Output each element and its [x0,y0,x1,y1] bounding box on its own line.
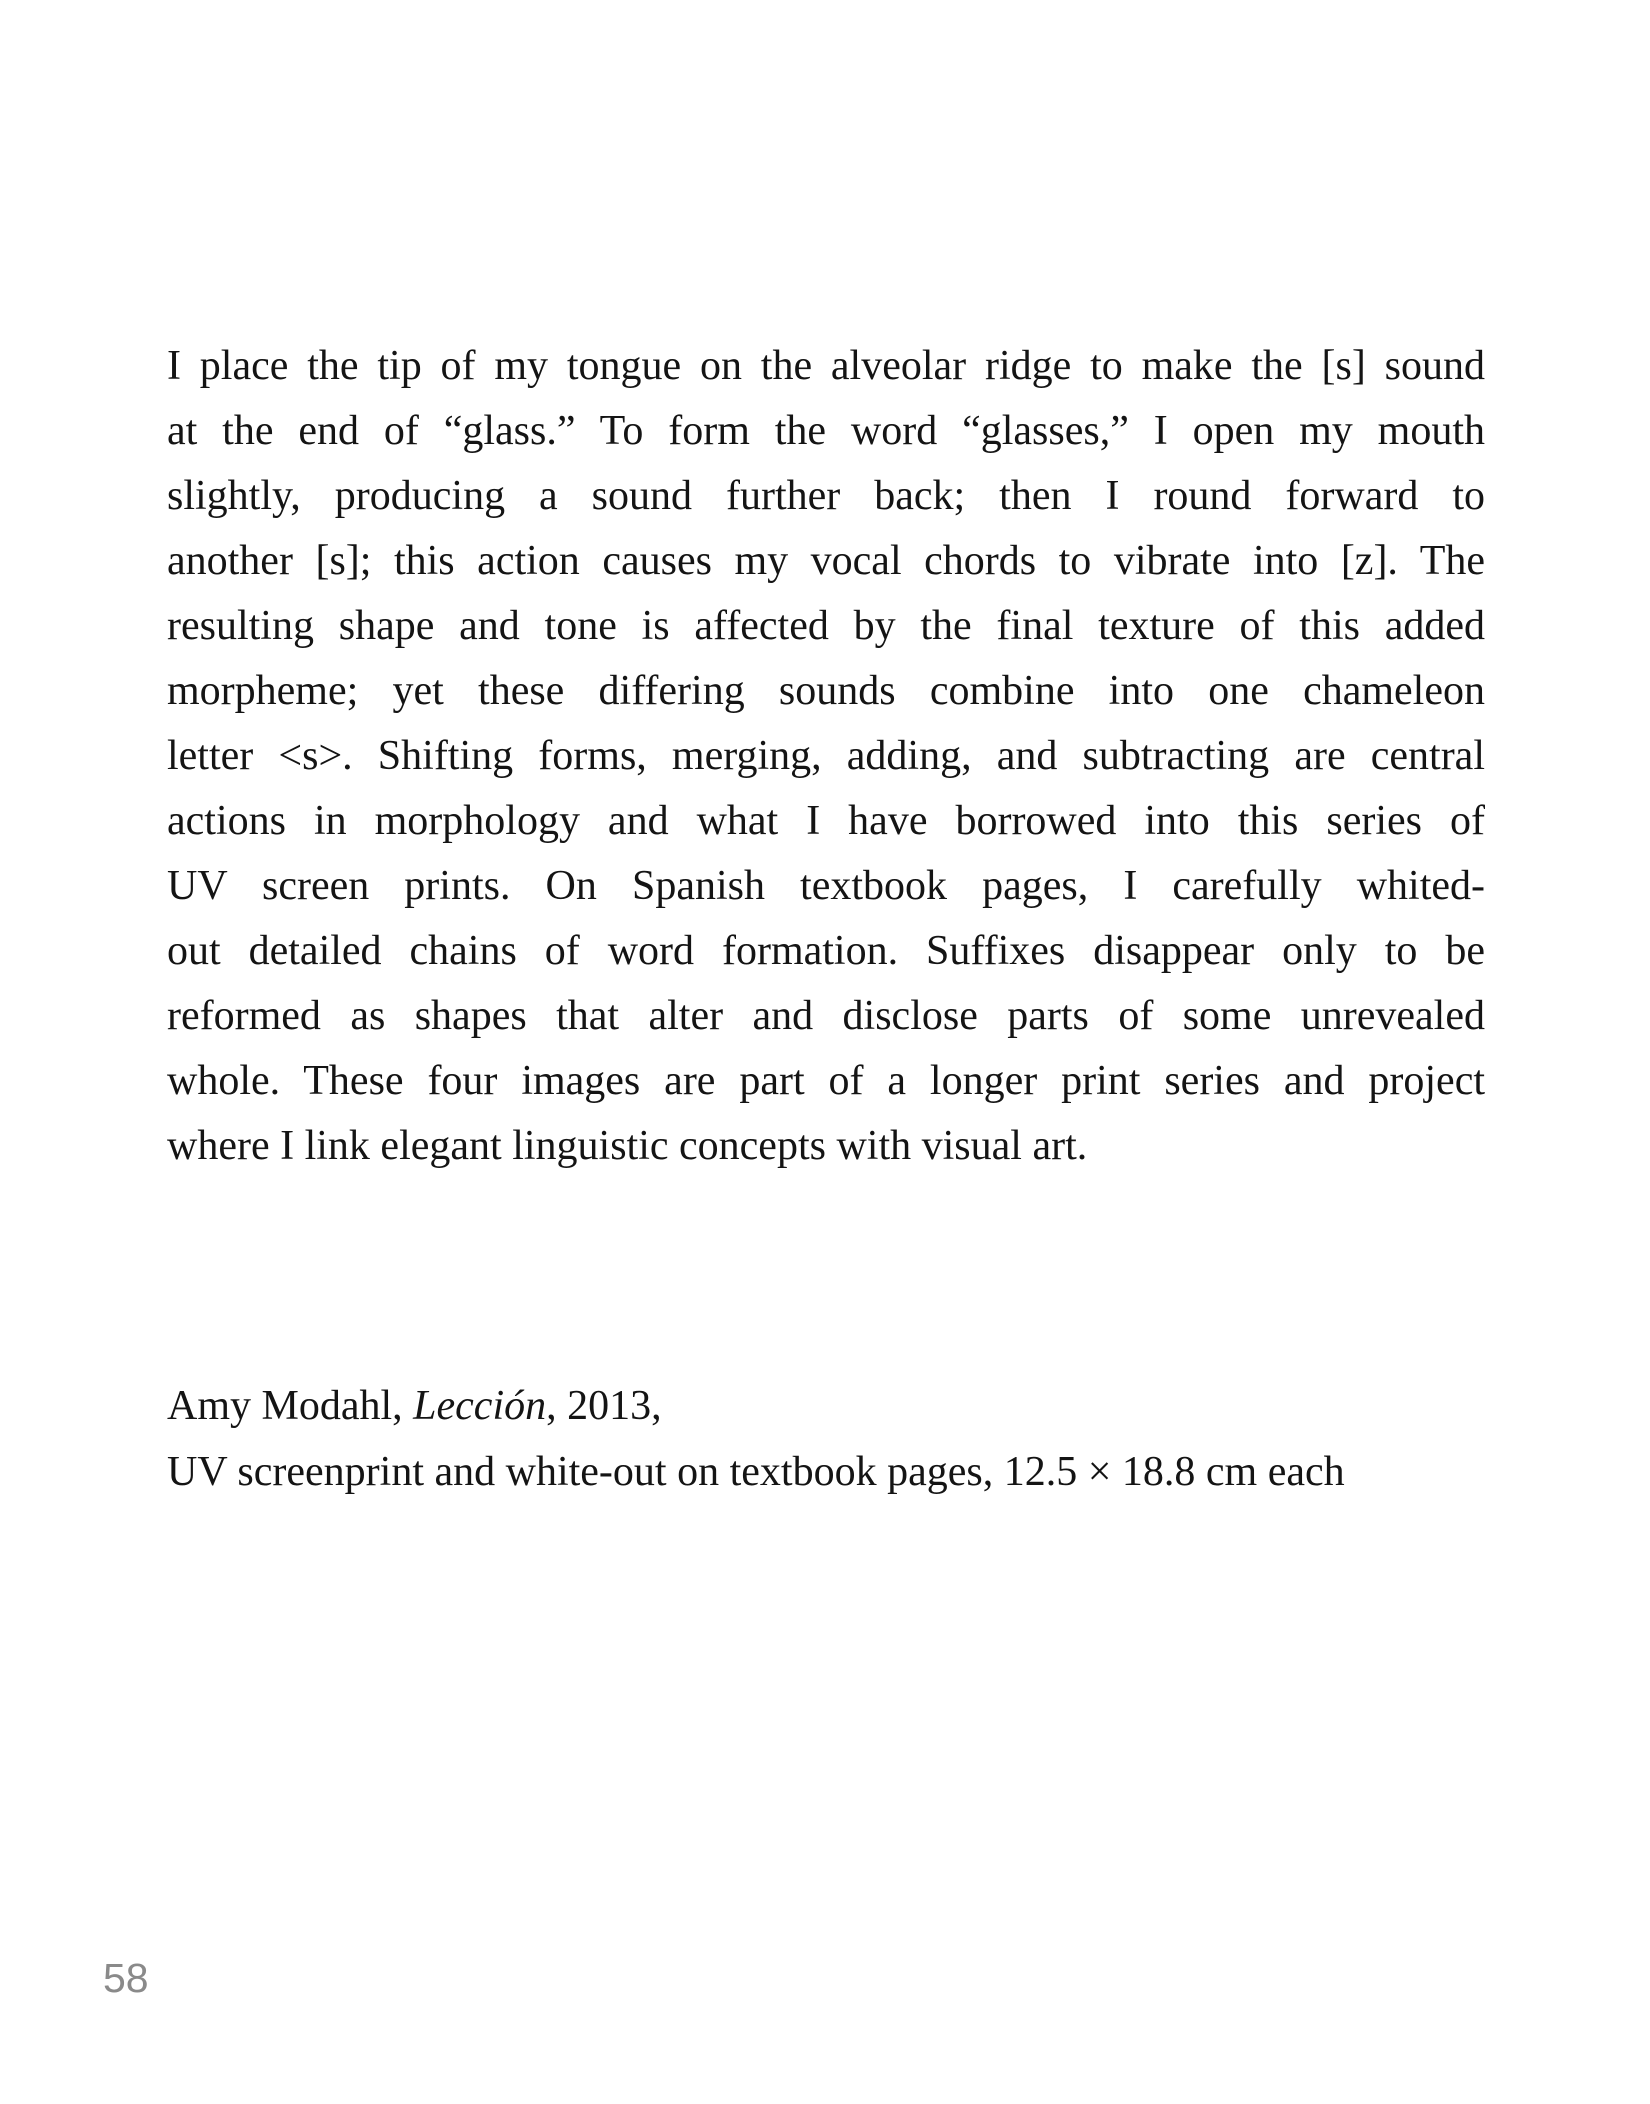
body-line: reformed as shapes that alter and disclose parts of some unrevealed [167,993,1485,1039]
credit-artist: Amy Modahl, [167,1383,414,1429]
credit-line-artist-title-year [167,1373,1527,1439]
body-line: out detailed chains of word formation. Suffixes disappear only to be [167,928,1485,974]
body-line: another [s]; this action causes my vocal chords to vibrate into [z]. The [167,538,1485,584]
body-line: where I link elegant linguistic concepts with visual art. [167,1123,1088,1169]
artist-statement-paragraph [167,334,1485,1179]
body-line: UV screen prints. On Spanish textbook pages, I carefully whited- [167,863,1485,909]
body-line: I place the tip of my tongue on the alveolar ridge to make the [s] sound [167,343,1485,389]
credit-line-medium-dimensions: UV screenprint and white-out on textbook pages, 12.5 × 18.8 cm each [167,1449,1345,1495]
credit-year: , 2013, [546,1383,662,1429]
body-line: slightly, producing a sound further back; then I round forward to [167,473,1485,519]
body-line: whole. These four images are part of a longer print series and project [167,1058,1485,1104]
credit-artwork-title: Lección [413,1383,547,1429]
body-line: actions in morphology and what I have borrowed into this series of [167,798,1485,844]
body-line: letter <s>. Shifting forms, merging, adding, and subtracting are central [167,733,1485,779]
body-line: resulting shape and tone is affected by the final texture of this added [167,603,1485,649]
body-line: at the end of “glass.” To form the word “glasses,” I open my mouth [167,408,1485,454]
body-line: morpheme; yet these differing sounds combine into one chameleon [167,668,1485,714]
page-number: 58 [103,1955,149,2001]
artwork-credit [167,1373,1527,1505]
